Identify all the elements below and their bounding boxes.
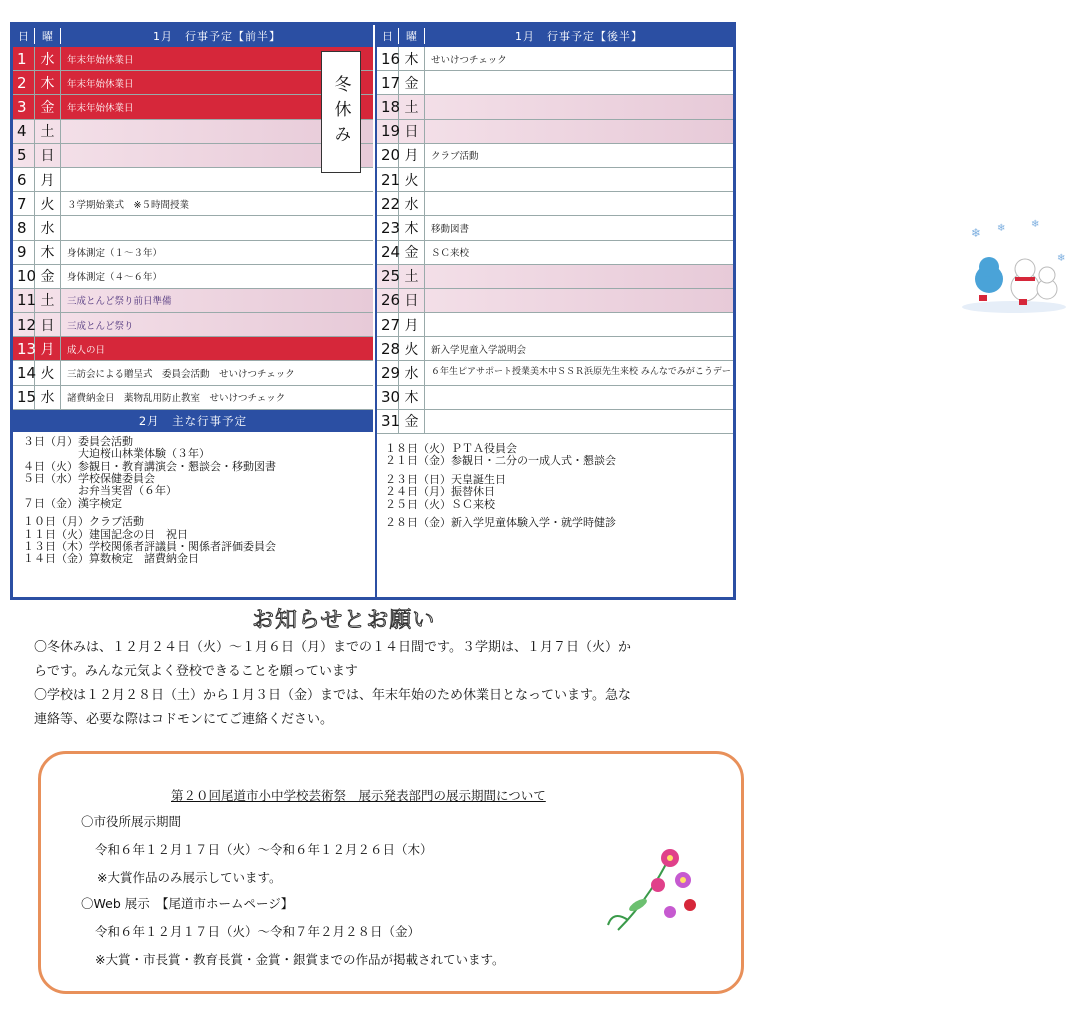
weekday: 火	[399, 168, 425, 191]
february-event: ２１日（金）参観日・二分の一成人式・懇談会	[385, 454, 616, 468]
weekday: 木	[399, 386, 425, 409]
day-row	[377, 265, 733, 289]
day-number: 18	[377, 95, 399, 118]
notice-line: 〇学校は１２月２８日（土）から１月３日（金）までは、年末年始のため休業日となっています。急な	[34, 688, 631, 703]
web-note: ※大賞・市長賞・教育長賞・金賞・銀賞までの作品が掲載されています。	[95, 952, 505, 967]
day-number: 16	[377, 47, 399, 70]
weekday: 火	[35, 361, 61, 384]
day-number: 2	[13, 71, 35, 94]
february-event: ２５日（火）ＳＣ来校	[385, 497, 495, 511]
notice-line: 連絡等、必要な際はコドモンにてご連絡ください。	[34, 712, 334, 727]
day-number: 28	[377, 337, 399, 360]
day-row	[13, 95, 373, 119]
day-number: 12	[13, 313, 35, 336]
weekday: 木	[35, 71, 61, 94]
weekday: 木	[399, 47, 425, 70]
svg-text:❄: ❄	[971, 226, 982, 240]
svg-text:❄: ❄	[1031, 219, 1040, 230]
weekday: 月	[35, 337, 61, 360]
weekday: 日	[35, 313, 61, 336]
day-number: 19	[377, 120, 399, 143]
event-text: 新入学児童入学説明会	[431, 344, 527, 356]
weekday: 月	[399, 313, 425, 336]
weekday: 水	[35, 216, 61, 239]
header-day: 日	[13, 28, 35, 44]
day-row	[13, 120, 373, 144]
calendar-header	[377, 25, 733, 47]
weekday: 土	[399, 265, 425, 288]
day-row	[377, 192, 733, 216]
city-hall-note: ※大賞作品のみ展示しています。	[97, 870, 282, 885]
day-number: 31	[377, 410, 399, 433]
notice-line: らです。みんな元気よく登校できることを願っています	[34, 664, 358, 679]
day-row	[13, 313, 373, 337]
day-number: 21	[377, 168, 399, 191]
day-row	[13, 192, 373, 216]
day-row	[377, 120, 733, 144]
event-text: 三成とんど祭り	[67, 320, 134, 332]
weekday: 日	[35, 144, 61, 167]
day-number: 27	[377, 313, 399, 336]
day-number: 10	[13, 265, 35, 288]
city-hall-heading: 〇市役所展示期間	[81, 814, 182, 829]
calendar-header	[13, 25, 373, 47]
weekday: 金	[35, 265, 61, 288]
weekday: 日	[399, 120, 425, 143]
day-row	[13, 265, 373, 289]
weekday: 火	[35, 192, 61, 215]
winter-break-label: 冬休み	[321, 51, 361, 173]
february-header: 2月 主な行事予定	[13, 410, 373, 432]
notice-line: 〇冬休みは、１２月２４日（火）～１月６日（月）までの１４日間です。３学期は、１月７日（火）か	[34, 640, 631, 655]
february-event: ７日（金）漢字検定	[23, 496, 122, 510]
weekday: 金	[35, 95, 61, 118]
calendar-frame	[10, 22, 1066, 600]
event-text: クラブ活動	[431, 151, 479, 163]
day-number: 26	[377, 289, 399, 312]
web-period: 令和６年１２月１７日（火）～令和７年２月２８日（金）	[95, 924, 421, 939]
day-number: 6	[13, 168, 35, 191]
event-text: 身体測定（４～６年）	[67, 272, 163, 284]
weekday: 木	[35, 241, 61, 264]
event-text: 年末年始休業日	[67, 78, 134, 90]
day-number: 9	[13, 241, 35, 264]
day-number: 7	[13, 192, 35, 215]
day-row	[13, 386, 373, 410]
day-row	[13, 241, 373, 265]
svg-text:❄: ❄	[1057, 253, 1066, 264]
event-text: 三成とんど祭り前日準備	[67, 296, 172, 308]
day-row	[377, 241, 733, 265]
day-number: 11	[13, 289, 35, 312]
event-text: 年末年始休業日	[67, 102, 134, 114]
day-row	[13, 47, 373, 71]
event-text: 成人の日	[67, 344, 106, 356]
february-event: １３日（木）学校関係者評議員・関係者評価委員会	[23, 540, 276, 554]
day-row	[377, 47, 733, 71]
day-row	[13, 289, 373, 313]
day-row	[13, 144, 373, 168]
day-row	[377, 410, 733, 434]
day-row	[13, 337, 373, 361]
january-first-half	[13, 25, 373, 566]
day-number: 22	[377, 192, 399, 215]
weekday: 水	[399, 192, 425, 215]
day-row	[13, 71, 373, 95]
event-text: 諸費納金日 薬物乱用防止教室 せいけつチェック	[67, 393, 286, 405]
event-text: 三訪会による贈呈式 委員会活動 せいけつチェック	[67, 369, 295, 381]
snowman-illustration-icon	[959, 217, 1069, 317]
day-number: 14	[13, 361, 35, 384]
day-number: 5	[13, 144, 35, 167]
day-number: 20	[377, 144, 399, 167]
february-event: ３日（月）委員会活動	[23, 434, 133, 448]
day-row	[377, 337, 733, 361]
header-weekday: 曜	[35, 28, 61, 44]
header-title: 1月 行事予定【前半】	[153, 30, 281, 43]
flower-illustration-icon	[608, 830, 708, 940]
day-row	[377, 313, 733, 337]
weekday: 火	[399, 337, 425, 360]
day-row	[13, 168, 373, 192]
february-event: ５日（水）学校保健委員会	[23, 472, 155, 486]
event-text: 移動図書	[431, 223, 470, 235]
weekday: 水	[35, 47, 61, 70]
weekday: 水	[399, 361, 425, 384]
february-event: ２８日（金）新入学児童体験入学・就学時健診	[385, 516, 616, 530]
day-row	[377, 216, 733, 240]
weekday: 月	[35, 168, 61, 191]
february-event: １０日（月）クラブ活動	[23, 515, 144, 529]
event-text: ６年生ピアサポート授業美木中ＳＳＲ浜原先生来校 みんなでみがこうデー	[431, 367, 731, 378]
february-event: お弁当実習（６年）	[23, 484, 177, 498]
day-row	[377, 168, 733, 192]
weekday: 日	[399, 289, 425, 312]
notice-body	[34, 636, 734, 732]
february-event: １８日（火）ＰＴＡ役員会	[385, 442, 517, 455]
svg-text:❄: ❄	[997, 223, 1006, 234]
february-event: 大迫桜山林業体験（３年）	[23, 447, 210, 461]
header-weekday: 曜	[399, 28, 425, 44]
february-event: １４日（金）算数検定 諸費納金日	[23, 552, 199, 566]
weekday: 土	[399, 95, 425, 118]
event-text: 年末年始休業日	[67, 54, 134, 66]
day-number: 30	[377, 386, 399, 409]
day-number: 13	[13, 337, 35, 360]
day-row	[377, 386, 733, 410]
day-number: 29	[377, 361, 399, 384]
day-row	[377, 144, 733, 168]
february-events-left	[13, 432, 373, 566]
event-text: 身体測定（１～３年）	[67, 248, 163, 260]
weekday: 金	[399, 410, 425, 433]
day-row	[377, 95, 733, 119]
february-event: ２３日（日）天皇誕生日	[385, 472, 506, 486]
february-event: ４日（火）参観日・教育講演会・懇談会・移動図書	[23, 459, 276, 473]
day-row	[377, 289, 733, 313]
weekday: 土	[35, 120, 61, 143]
day-number: 25	[377, 265, 399, 288]
day-number: 24	[377, 241, 399, 264]
day-number: 17	[377, 71, 399, 94]
city-hall-period: 令和６年１２月１７日（火）～令和６年１２月２６日（木）	[95, 842, 433, 857]
weekday: 金	[399, 71, 425, 94]
day-number: 3	[13, 95, 35, 118]
day-number: 4	[13, 120, 35, 143]
weekday: 金	[399, 241, 425, 264]
day-number: 23	[377, 216, 399, 239]
event-text: ３学期始業式 ※５時間授業	[67, 199, 189, 211]
event-text: ＳＣ来校	[431, 248, 470, 260]
weekday: 水	[35, 386, 61, 409]
header-day: 日	[377, 28, 399, 44]
event-text: せいけつチェック	[431, 54, 507, 66]
day-row	[377, 361, 733, 385]
january-second-half	[375, 25, 1066, 597]
day-row	[13, 216, 373, 240]
day-row	[377, 71, 733, 95]
weekday: 木	[399, 216, 425, 239]
exhibition-title: 第２０回尾道市小中学校芸術祭 展示発表部門の展示期間について	[171, 788, 546, 803]
day-number: 1	[13, 47, 35, 70]
weekday: 土	[35, 289, 61, 312]
february-event: １１日（火）建国記念の日 祝日	[23, 527, 188, 541]
day-number: 15	[13, 386, 35, 409]
february-events-right	[377, 439, 735, 529]
header-title: 1月 行事予定【後半】	[515, 30, 643, 43]
day-number: 8	[13, 216, 35, 239]
web-heading: 〇Web 展示 【尾道市ホームページ】	[81, 896, 294, 911]
notice-title: お知らせとお願い	[252, 608, 436, 633]
weekday: 月	[399, 144, 425, 167]
day-row	[13, 361, 373, 385]
february-event: ２４日（月）振替休日	[385, 485, 495, 499]
